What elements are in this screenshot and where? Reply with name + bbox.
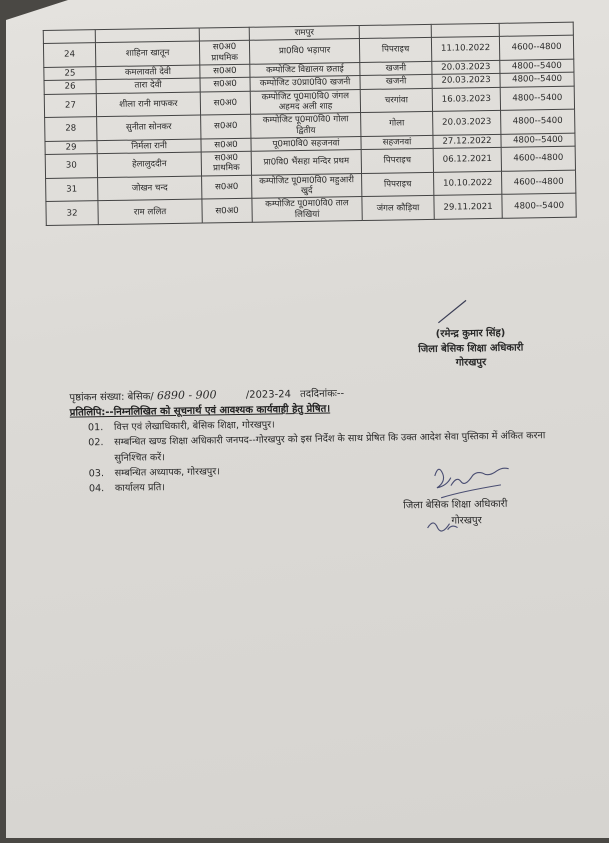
cell-desig xyxy=(199,27,249,41)
cell-name: हेलालुददीन xyxy=(97,152,201,177)
cell-name: शीला रानी माफकर xyxy=(96,92,200,117)
cell-sno xyxy=(43,30,95,44)
officer-place-2: गोरखपुर xyxy=(451,515,482,527)
cell-date: 06.12.2021 xyxy=(433,147,501,172)
cell-name: कमलावती देवी xyxy=(96,65,200,80)
cell-name: सुनीता सोनकर xyxy=(97,115,201,140)
cell-block: पिपराइच xyxy=(362,172,434,197)
copy-item-number: 04. xyxy=(88,483,105,495)
cell-date: 29.11.2021 xyxy=(434,195,502,220)
cell-date: 10.10.2022 xyxy=(434,171,502,196)
copy-list xyxy=(88,413,549,497)
reference-prefix: पृष्ठांकन संख्या: बेसिक/ xyxy=(69,391,154,404)
officer-designation-2: जिला बेसिक शिक्षा अधिकारी xyxy=(403,498,508,512)
cell-desig: स0अ0 xyxy=(202,199,252,223)
signature-block xyxy=(380,326,561,372)
cell-sno: 28 xyxy=(45,117,97,141)
cell-pay: 4800--5400 xyxy=(501,133,575,147)
cell-block: सहजनवां xyxy=(361,135,433,149)
cell-desig: स0अ0 xyxy=(200,64,250,78)
cell-date: 11.10.2022 xyxy=(431,37,499,62)
cell-school: कम्पोजिट पू0मा0वि0 जंगल अहमद अली शाह xyxy=(250,89,360,114)
cell-sno: 27 xyxy=(44,93,96,117)
cell-pay: 4800--5400 xyxy=(501,109,575,134)
cell-block xyxy=(359,24,431,38)
cell-name: निर्मला रानी xyxy=(97,139,201,154)
copy-item-text: वित्त एवं लेखाधिकारी, बेसिक शिक्षा, गोरखपुर। xyxy=(113,419,275,433)
cell-block: खजनी xyxy=(360,61,432,75)
cell-date: 20.03.2023 xyxy=(432,74,500,88)
copy-item-text: सम्बन्धित अध्यापक, गोरखपुर। xyxy=(114,466,220,479)
cell-sno: 29 xyxy=(45,140,97,154)
cell-school: रामपुर xyxy=(249,26,359,41)
copy-heading: प्रतिलिपि:--निम्नलिखित को सूचनार्थ एवं आवश्यक कार्यवाही हेतु प्रेषित। xyxy=(69,403,331,419)
cell-desig: स0अ0 प्राथमिक xyxy=(201,151,251,175)
cell-pay: 4600--4800 xyxy=(499,35,573,60)
cell-desig: स0अ0 xyxy=(201,138,251,152)
cell-desig: स0अ0 xyxy=(201,114,251,138)
cell-desig: स0अ0 xyxy=(202,175,252,199)
cell-pay xyxy=(499,22,573,36)
officer-name: (रमेन्द्र कुमार सिंह) xyxy=(435,327,506,340)
cell-desig: स0अ0 xyxy=(200,91,250,115)
cell-sno: 24 xyxy=(43,43,95,67)
cell-block: गोला xyxy=(361,112,433,137)
cell-pay: 4800--5400 xyxy=(500,59,574,73)
cell-block: पिपराइच xyxy=(359,38,431,63)
signature-stroke-1 xyxy=(438,300,466,322)
cell-date: 27.12.2022 xyxy=(433,134,501,148)
copy-item-text: सम्बन्धित खण्ड शिक्षा अधिकारी जनपद--गोरखपुर को इस निर्देश के साथ प्रेषित कि उक्त आदेश सेवा पुस्तिका में अंकित करना सुनिश्चित करें। xyxy=(114,430,546,464)
cell-school: कम्पोजिट पू0मा0वि0 ताल लिखियां xyxy=(252,197,362,222)
cell-pay: 4600--4800 xyxy=(501,146,575,171)
cell-sno: 26 xyxy=(44,80,96,94)
cell-date: 20.03.2023 xyxy=(433,111,501,136)
cell-sno: 30 xyxy=(45,154,97,178)
cell-block: चरगांवा xyxy=(360,88,432,113)
cell-date: 16.03.2023 xyxy=(432,87,500,112)
cell-sno: 32 xyxy=(46,201,98,225)
cell-name: शाहिना खातून xyxy=(95,41,199,66)
cell-date: 20.03.2023 xyxy=(432,60,500,74)
cell-desig: स0अ0 xyxy=(200,78,250,92)
copy-item-text: कार्यालय प्रति। xyxy=(114,482,166,495)
cell-block: पिपराइच xyxy=(361,149,433,174)
reference-number: 6890 - 900 xyxy=(156,388,217,403)
cell-school: प्रा0वि0 भड़ापार xyxy=(249,39,359,64)
copy-item-number: 02. xyxy=(88,437,104,449)
cell-school: कम्पोजिट उ0प्रा0वि0 खजनी xyxy=(250,76,360,91)
cell-school: कम्पोजिट पू0मा0वि0 महुआरी खुर्द xyxy=(252,173,362,198)
cell-school: कम्पोजिट विद्यालय छताई xyxy=(250,62,360,77)
cell-sno: 31 xyxy=(46,177,98,201)
cell-sno: 25 xyxy=(44,67,96,81)
cell-name: राम ललित xyxy=(98,199,202,224)
cell-pay: 4800--5400 xyxy=(500,86,574,111)
officer-designation: जिला बेसिक शिक्षा अधिकारी xyxy=(418,341,524,355)
cell-school: प्रा0वि0 भैंसहा मन्दिर प्रथम xyxy=(251,150,361,175)
reference-year: /2023-24 xyxy=(245,389,292,401)
cell-desig: स0अ0 प्राथमिक xyxy=(199,41,249,65)
cell-block: जंगल कौड़िया xyxy=(362,196,434,221)
cell-name: जोखन चन्द xyxy=(98,176,202,201)
cell-pay: 4800--5400 xyxy=(502,194,576,219)
copy-item-number: 01. xyxy=(87,422,104,434)
cell-pay: 4600--4800 xyxy=(501,170,575,195)
cell-name: तारा देवी xyxy=(96,78,200,93)
cell-block: खजनी xyxy=(360,75,432,89)
copy-item-number: 03. xyxy=(88,468,105,480)
reference-date-label: तददिनांकः-- xyxy=(300,388,345,401)
cell-date xyxy=(431,23,499,37)
staff-table xyxy=(43,22,577,226)
cell-pay: 4800--5400 xyxy=(500,72,574,86)
cell-school: पू0मा0वि0 सहजनवां xyxy=(251,136,361,151)
signature-block-2 xyxy=(403,497,508,531)
officer-place: गोरखपुर xyxy=(455,357,487,369)
cell-school: कम्पोजिट पू0मा0वि0 गोला द्वितीय xyxy=(251,113,361,138)
